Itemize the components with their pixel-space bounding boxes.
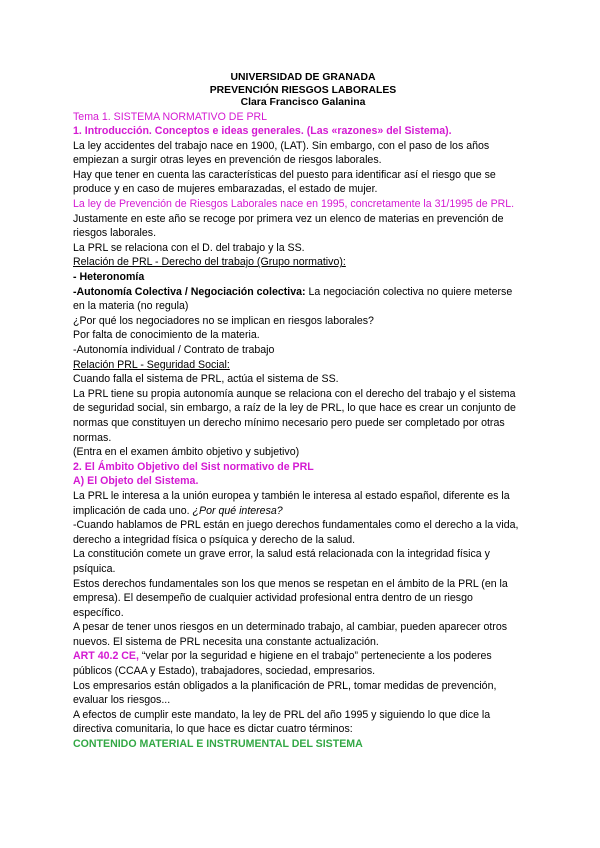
paragraph-ley-prl [73,197,525,241]
tema1-title: Tema 1. SISTEMA NORMATIVO DE PRL [73,110,268,123]
question-negociadores: ¿Por qué los negociadores no se implican en riesgos laborales? [73,314,374,327]
autonomia-colectiva-text: La negociación colectiva no quiere meterse en la materia (no regula) [73,285,513,313]
section-1-title: 1. Introducción. Conceptos e ideas generales. (Las «razones» del Sistema). [73,125,452,138]
paragraph-constitucion: La constitución comete un grave error, la salud está relacionada con la integridad física y psíquica. [73,548,490,575]
section-2-title: 2. El Ámbito Objetivo del Sist normativo de PRL [73,460,314,473]
heading-relacion-ss: Relación PRL - Seguridad Social: [73,358,230,371]
paragraph-falla-prl: Cuando falla el sistema de PRL, actúa el sistema de SS. [73,373,339,386]
section-a-title: A) El Objeto del Sistema. [73,475,199,488]
ue-question: ¿Por qué interesa? [189,504,283,517]
art-40-ref: ART 40.2 CE, [73,650,139,663]
header-course: PREVENCIÓN RIESGOS LABORALES [209,84,397,96]
heading-contenido-material: CONTENIDO MATERIAL E INSTRUMENTAL DEL SISTEMA [73,738,363,751]
item-autonomia-colectiva [73,285,525,314]
paragraph-riesgos: A pesar de tener unos riesgos en un determinado trabajo, al cambiar, pueden aparecer otros nuevos. El sistema de PRL necesita una constante actualización. [73,621,508,648]
paragraph-empresarios: Los empresarios están obligados a la planificación de PRL, tomar medidas de prevención, evaluar los riesgos... [73,679,497,707]
paragraph-autonomia-prl: La PRL tiene su propia autonomía aunque se relaciona con el derecho del trabajo y el sistema de seguridad social, sin embargo, a raíz de la ley de PRL, lo que hace es crear un conjunto de normas que constituyen un derecho mínimo necesario pero puede ser completado por otras normas. [73,387,516,444]
paragraph-derechos-fundamentales: Estos derechos fundamentales son los que menos se respetan en el ámbito de la PRL (en la empresa). El desempeño de cualquier actividad profesional entra dentro de un riesgo específico. [73,577,508,619]
ue-text: La PRL le interesa a la unión europea y también le interesa al estado español, diferente es la implicación de cada uno. [73,489,510,517]
paragraph-art-40 [73,649,525,678]
document-body [73,72,525,752]
ley-prl-highlight: La ley de Prevención de Riesgos Laborales nace en 1995, concretamente la 31/1995 de PRL. [73,198,515,211]
answer-negociadores: Por falta de conocimiento de la materia. [73,329,260,342]
ley-prl-rest: Justamente en este año se recoge por primera vez un elenco de materias en prevención de riesgos laborales. [73,212,504,240]
item-heteronomia: - Heteronomía [73,271,145,284]
header-university: UNIVERSIDAD DE GRANADA [230,72,376,83]
paragraph-relacion-dt-ss: La PRL se relaciona con el D. del trabajo y la SS. [73,241,305,254]
paragraph-lat: La ley accidentes del trabajo nace en 1900, (LAT). Sin embargo, con el paso de los años empiezan a surgir otras leyes en prevención de riesgos laborales. [73,139,490,167]
paragraph-mandato: A efectos de cumplir este mandato, la ley de PRL del año 1995 y siguiendo lo que dice la directiva comunitaria, lo que hace es dictar cuatro términos: [73,708,491,736]
paragraph-caracteristicas: Hay que tener en cuenta las características del puesto para identificar así el riesgo que se produce y en caso de mujeres embarazadas, el estado de mujer. [73,168,496,196]
paragraph-ue [73,489,525,518]
art-40-text: “velar por la seguridad e higiene en el trabajo” perteneciente a los poderes públicos (CCAA y Estado), trabajadores, sociedad, empresarios. [73,650,492,678]
autonomia-colectiva-label: -Autonomía Colectiva / Negociación colectiva: [73,285,306,298]
header-author: Clara Francisco Galanina [240,97,366,108]
item-autonomia-individual: -Autonomía individual / Contrato de trabajo [73,344,275,356]
heading-relacion-dt: Relación de PRL - Derecho del trabajo (Grupo normativo): [73,256,346,269]
paragraph-derechos: -Cuando hablamos de PRL están en juego derechos fundamentales como el derecho a la vida, derecho a integridad física o psíquica y derecho de la salud. [73,519,519,546]
note-examen: (Entra en el examen ámbito objetivo y subjetivo) [73,446,300,459]
